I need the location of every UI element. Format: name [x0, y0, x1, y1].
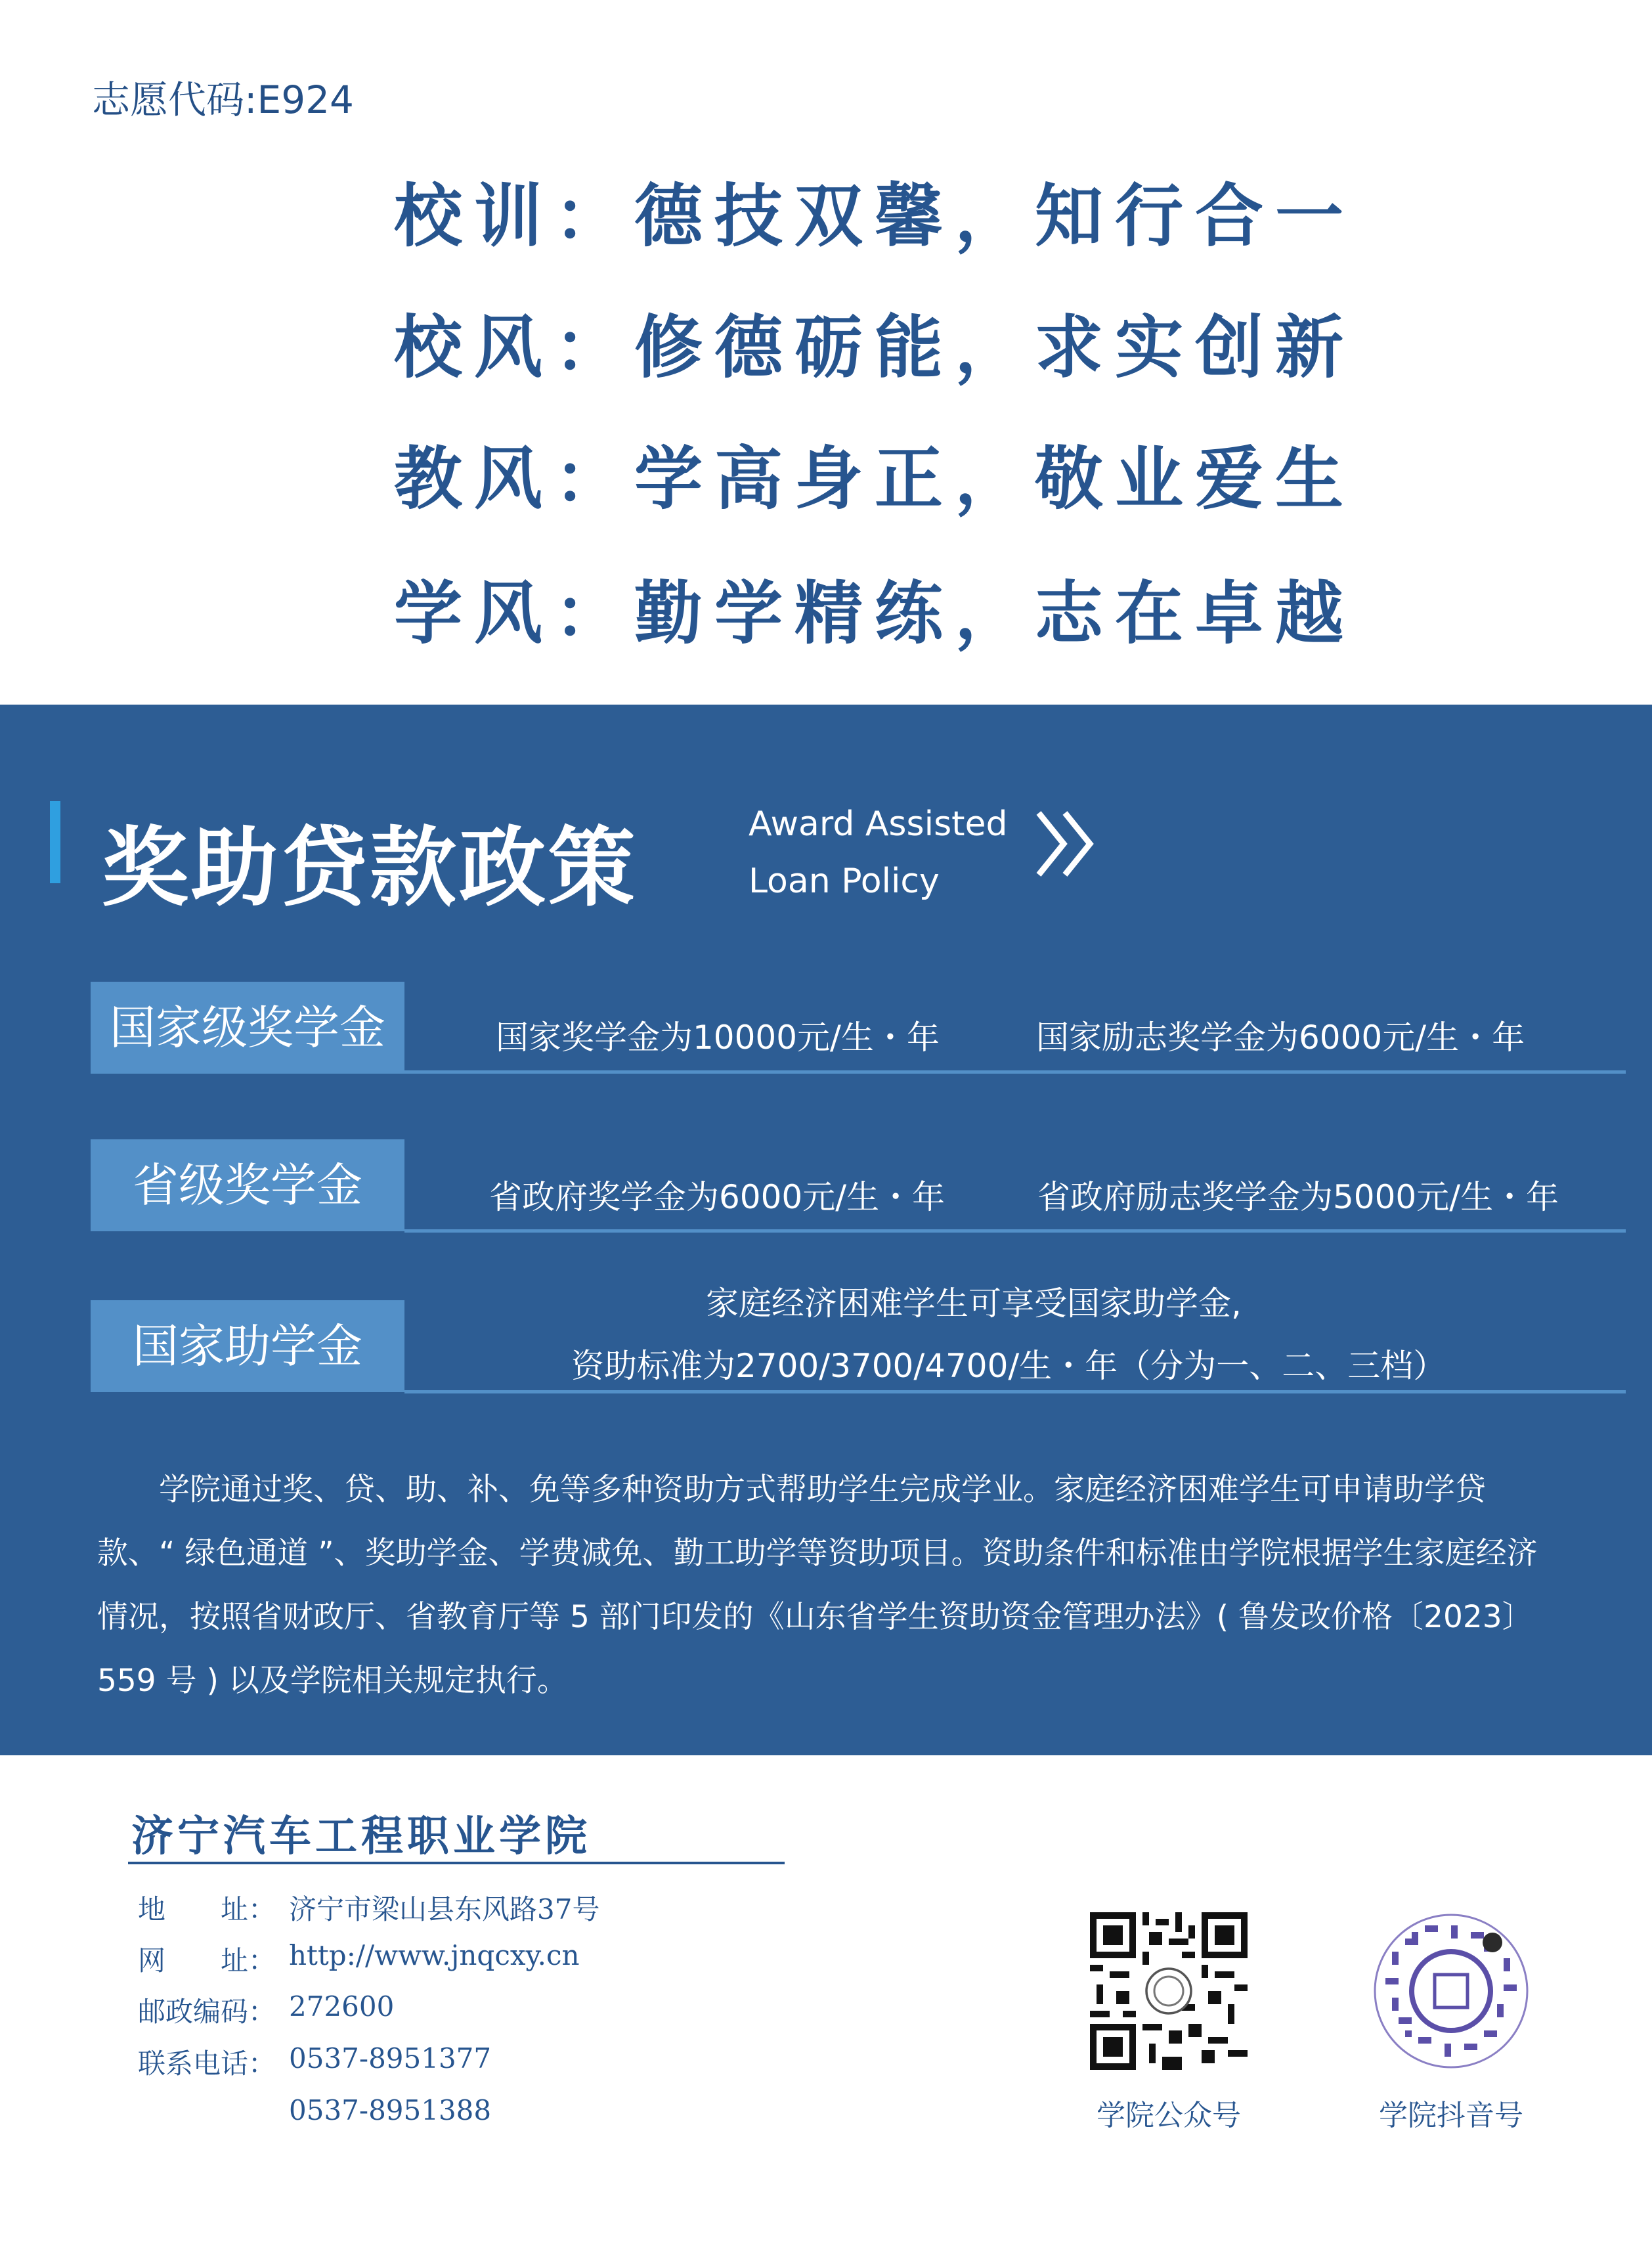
row-text-provincial-1: 省政府奖学金为6000元/生・年: [489, 1178, 946, 1216]
double-chevron-right-icon: [1031, 808, 1103, 880]
zip-value: 272600: [289, 1990, 395, 2023]
phone-label: 联系电话：: [138, 2048, 276, 2080]
row-label-box-grant: [91, 1300, 404, 1392]
douyin-qr-code[interactable]: [1372, 1912, 1530, 2070]
row-label-provincial: 省级奖学金: [133, 1158, 362, 1212]
row-divider: [404, 1229, 1626, 1233]
row-text-grant-2: 资助标准为2700/3700/4700/生・年（分为一、二、三档）: [571, 1347, 1446, 1385]
motto-school-motto: 校训：德技双馨，知行合一: [394, 175, 1356, 256]
section-subtitle-line2: Loan Policy: [749, 862, 940, 901]
section-title: 奖助贷款政策: [102, 818, 638, 919]
website-link[interactable]: http://www.jnqcxy.cn: [289, 1939, 580, 1971]
college-name: 济宁汽车工程职业学院: [131, 1812, 591, 1861]
row-text-provincial-2: 省政府励志奖学金为5000元/生・年: [1037, 1178, 1559, 1216]
motto-study-style: 学风：勤学精练，志在卓越: [394, 573, 1356, 653]
motto-school-spirit: 校风：修德砺能，求实创新: [394, 307, 1356, 387]
policy-paragraph: [97, 1458, 1542, 1713]
phone-value-2: 0537-8951388: [289, 2094, 492, 2126]
address-value: 济宁市梁山县东风路37号: [289, 1893, 600, 1925]
row-divider: [404, 1070, 1626, 1074]
row-label-grant: 国家助学金: [133, 1319, 362, 1373]
row-text-national-2: 国家励志奖学金为6000元/生・年: [1036, 1019, 1525, 1057]
row-label-national: 国家级奖学金: [110, 1001, 385, 1055]
policy-paragraph-text: 学院通过奖、贷、助、补、免等多种资助方式帮助学生完成学业。家庭经济困难学生可申请助学贷款、“ 绿色通道 ”、奖助学金、学费减免、勤工助学等资助项目。资助条件和标准由学院根据学生家庭经济情况，按照省财政厅、省教育厅等 5 部门印发的《山东省学生资助资金管理办法》( 鲁发改价格〔2023〕559 号 ) 以及学院相关规定执行。: [97, 1472, 1538, 1699]
website-label: 网 址：: [138, 1944, 276, 1977]
douyin-qr-caption: 学院抖音号: [1379, 2099, 1523, 2132]
zip-label: 邮政编码：: [138, 1996, 276, 2028]
wechat-qr-code[interactable]: [1090, 1912, 1248, 2070]
row-divider: [404, 1390, 1626, 1393]
row-text-grant-1: 家庭经济困难学生可享受国家助学金,: [706, 1284, 1242, 1323]
section-subtitle-line1: Award Assisted: [749, 804, 1008, 844]
phone-value-1: 0537-8951377: [289, 2042, 492, 2074]
college-underline: [128, 1862, 785, 1864]
application-code: 志愿代码:E924: [92, 77, 354, 122]
row-label-box-national: [91, 982, 404, 1074]
address-label: 地 址：: [138, 1893, 276, 1925]
wechat-qr-caption: 学院公众号: [1097, 2099, 1241, 2132]
row-label-box-provincial: [91, 1139, 404, 1231]
motto-teaching-style: 教风：学高身正，敬业爱生: [394, 438, 1356, 519]
section-accent-bar: [50, 801, 60, 883]
row-text-national-1: 国家奖学金为10000元/生・年: [496, 1019, 940, 1057]
